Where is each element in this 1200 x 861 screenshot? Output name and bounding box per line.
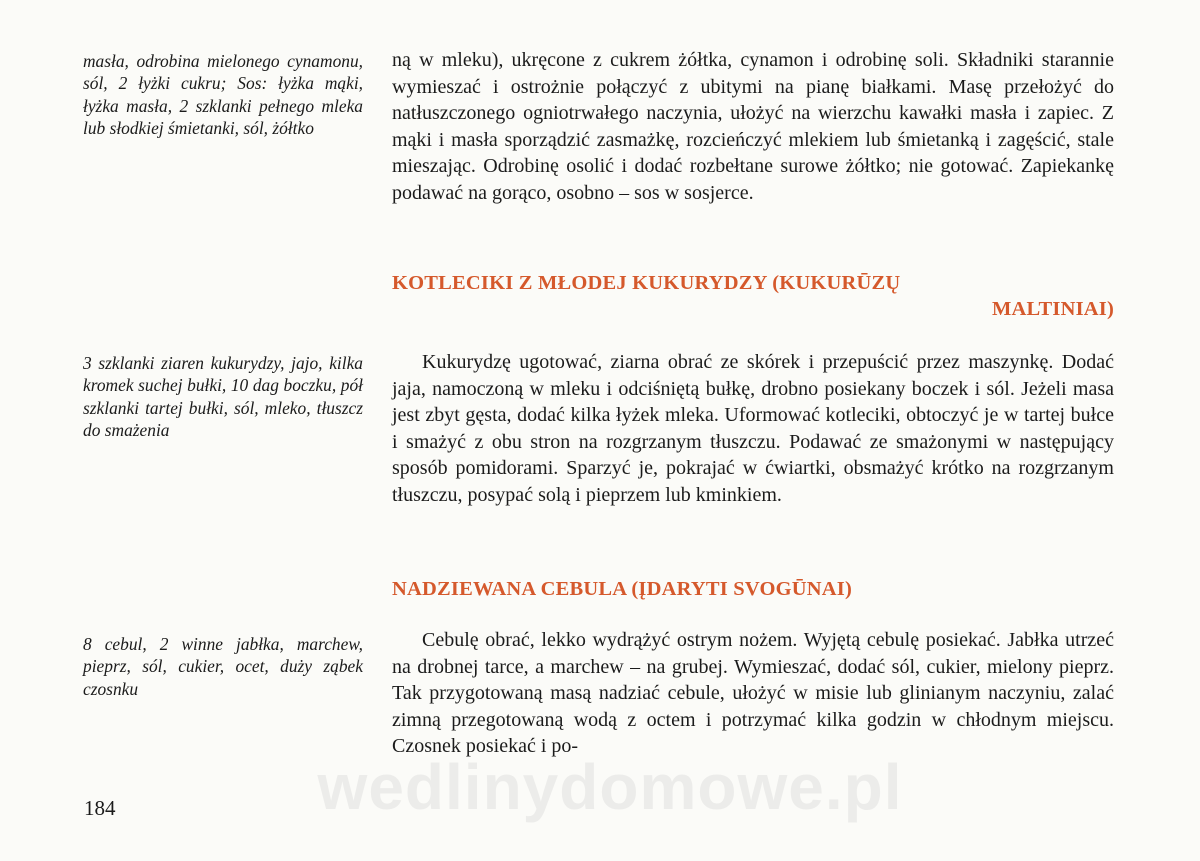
recipe1-text <box>392 349 1114 509</box>
recipe1-title-line1: KOTLECIKI Z MŁODEJ KUKURYDZY (KUKURŪZŲ <box>392 272 901 294</box>
top-recipe-text <box>392 47 1114 207</box>
watermark: wedlinydomowe.pl <box>317 751 903 823</box>
recipe2-ingredients: 8 cebul, 2 winne jabłka, marchew, pieprz, sól, cukier, ocet, duży ząbek czosnku <box>83 634 363 699</box>
recipe1-ingredients: 3 szklanki ziaren kukurydzy, jajo, kilka kromek suchej bułki, 10 dag boczku, pół szklanki tartej bułki, sól, mleko, tłuszcz do smażenia <box>83 353 363 441</box>
recipe2-paragraph: Cebulę obrać, lekko wydrążyć ostrym nożem. Wyjętą cebulę posiekać. Jabłka utrzeć na drobnej tarce, a marchew – na grubej. Wymieszać, dodać sól, cukier, mielony pieprz. Tak przygotowaną masą nadziać cebule, ułożyć w misie lub glinianym naczyniu, zalać zimną przegotowaną wodą z octem i potrzymać kilka godzin w chłodnym miejscu. Czosnek posiekać i po- <box>392 629 1114 758</box>
recipe2-title: NADZIEWANA CEBULA (ĮDARYTI SVOGŪNAI) <box>392 578 852 600</box>
recipe1-title-line2: MALTINIAI) <box>992 298 1114 320</box>
recipe1-paragraph: Kukurydzę ugotować, ziarna obrać ze skórek i przepuścić przez maszynkę. Dodać jaja, namoczoną w mleku i odciśniętą bułkę, drobno posiekany boczek i sól. Jeżeli masa jest zbyt gęsta, dodać kilka łyżek mleka. Uformować kotleciki, obtoczyć je w tartej bułce i smażyć z obu stron na rozgrzanym tłuszczu. Podawać ze smażonymi w następujący sposób pomidorami. Sparzyć je, pokrajać w ćwiartki, obsmażyć krótko na rozgrzanym tłuszczu, posypać solą i pieprzem lub kminkiem. <box>392 351 1114 506</box>
top-recipe-paragraph: ną w mleku), ukręcone z cukrem żółtka, cynamon i odrobinę soli. Składniki starannie wymieszać i ostrożnie połączyć z ubitymi na pianę białkami. Masę przełożyć do natłuszczonego ogniotrwałego naczynia, ułożyć na wierzchu kawałki masła i zapiec. Z mąki i masła sporządzić zasmażkę, rozcieńczyć mlekiem lub śmietanką i zagęścić, stale mieszając. Odrobinę osolić i dodać rozbełtane surowe żółtko; nie gotować. Zapiekankę podawać na gorąco, osobno – sos w sosjerce. <box>392 49 1114 204</box>
recipe2-text <box>392 627 1114 760</box>
page-number: 184 <box>84 796 116 820</box>
top-ingredients: masła, odrobina mielonego cynamonu, sól, 2 łyżki cukru; Sos: łyżka mąki, łyżka masła, 2 szklanki pełnego mleka lub słodkiej śmietanki, sól, żółtko <box>83 51 363 139</box>
recipe1-title <box>392 270 1114 322</box>
